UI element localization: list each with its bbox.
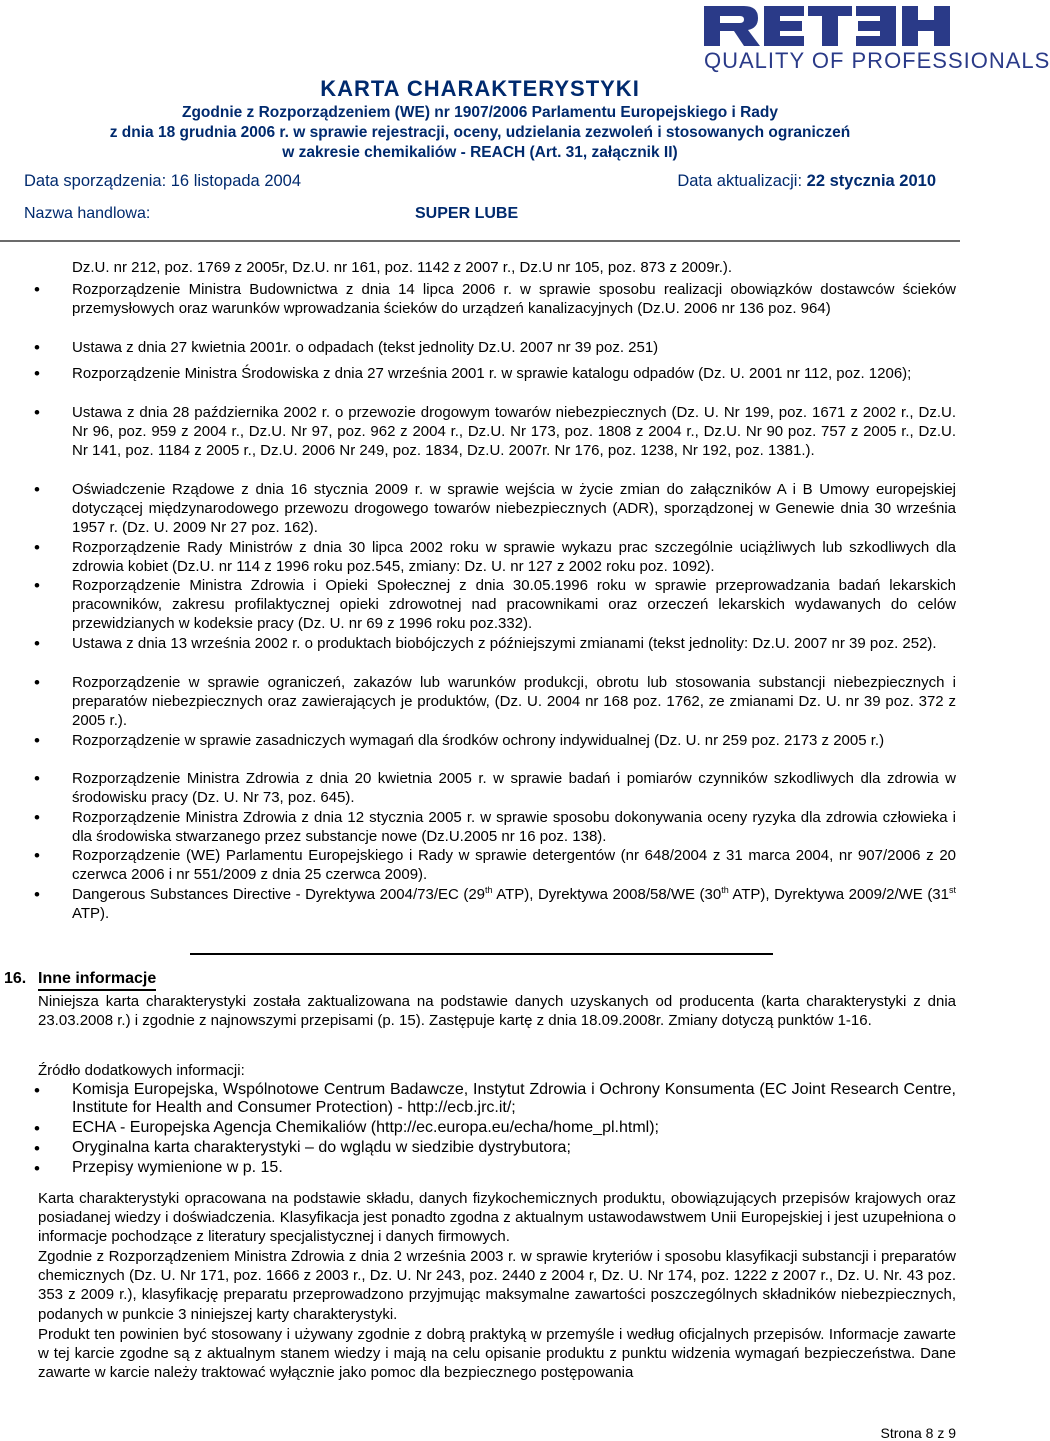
created-date: Data sporządzenia: 16 listopada 2004 xyxy=(24,172,302,190)
update-date-group xyxy=(677,172,936,191)
list-item: • Ustawa z dnia 27 kwietnia 2001r. o odpadach (tekst jednolity Dz.U. 2007 nr 39 poz. 251) xyxy=(72,338,956,357)
section-16-intro: Niniejsza karta charakterystyki została zaktualizowana na podstawie danych uzyskanych od producenta (karta charakterystyki z dnia 23.03.2008 r.) i zgodnie z najnowszymi przepisami (p. 15). Zastępuje kartę z dnia 18.09.2008r. Zmiany dotyczą punktów 1-16. xyxy=(38,993,956,1030)
section-title: Inne informacje xyxy=(38,970,157,987)
section-number: 16. xyxy=(4,970,27,987)
header-divider xyxy=(0,240,960,242)
list-item: • Rozporządzenie Ministra Budownictwa z dnia 14 lipca 2006 r. w sprawie sposobu realizacji obowiązków dostawców ścieków przemysłowych oraz warunków wprowadzania ścieków do urządzeń kanalizacyjnych (Dz.U. 2006 nr 136 poz. 964) xyxy=(72,280,956,318)
list-item: • Rozporządzenie w sprawie ograniczeń, zakazów lub warunków produkcji, obrotu lub stosowania substancji niebezpiecznych i preparatów niebezpiecznych oraz zawierających je produktów, (Dz. U. 2004 nr 168 poz. 1762, ze zmianami Dz. U. nr 39 poz. 372 z 2005 r.). xyxy=(72,673,956,731)
update-date: 22 stycznia 2010 xyxy=(806,172,936,190)
trade-name-label: Nazwa handlowa: xyxy=(24,205,151,222)
page-number: Strona 8 z 9 xyxy=(880,1425,956,1441)
list-item: • Rozporządzenie Ministra Zdrowia i Opieki Społecznej z dnia 30.05.1996 roku w sprawie przeprowadzania badań lekarskich pracowników, zakresu profilaktycznej opieki zdrowotnej nad pracownikami oraz orzeczeń lekarskich wydawanych do celów przewidzianych w kodeksie pracy (Dz. U. nr 69 z 1996 roku poz.332). xyxy=(72,576,956,634)
list-item: • Ustawa z dnia 13 września 2002 r. o produktach biobójczych z późniejszymi zmianami (tekst jednolity: Dz.U. 2007 nr 39 poz. 252). xyxy=(72,634,956,653)
list-item: • Ustawa z dnia 28 października 2002 r. o przewozie drogowym towarów niebezpiecznych (Dz. U. Nr 199, poz. 1671 z 2002 r., Dz.U. Nr 96, poz. 959 z 2004 r., Dz.U. Nr 97, poz. 962 z 2004 r., Dz.U. Nr 173, poz. 1808 z 2004 r., Dz.U. Nr 90 poz. 757 z 2005 r., Dz.U. Nr 141, poz. 1184 z 2005 r., Dz.U. 2006 Nr 249, poz. 1834, Dz.U. 2007r. Nr 176, poz. 1238, Nr 192, poz. 1381.). xyxy=(72,403,956,461)
list-item: • Rozporządzenie Rady Ministrów z dnia 30 lipca 2002 roku w sprawie wykazu prac szczególnie uciążliwych lub szkodliwych dla zdrowia kobiet (Dz.U. nr 114 z 1996 roku poz.545, zmiany: Dz. U. nr 127 z 2002 roku poz. 1092). xyxy=(72,538,956,576)
list-item: • Rozporządzenie Ministra Zdrowia z dnia 20 kwietnia 2005 r. w sprawie badań i pomiarów czynników szkodliwych dla zdrowia w środowisku pracy (Dz. U. Nr 73, poz. 645). xyxy=(72,769,956,807)
retech-logo xyxy=(668,4,1050,73)
list-item: • Przepisy wymienione w p. 15. xyxy=(72,1159,956,1177)
list-item: • ECHA - Europejska Agencja Chemikaliów (http://ec.europa.eu/echa/home_pl.html); xyxy=(72,1119,956,1137)
regulation-line-3: w zakresie chemikaliów - REACH (Art. 31, załącznik II) xyxy=(282,144,678,161)
continuation-line: Dz.U. nr 212, poz. 1769 z 2005r, Dz.U. nr 161, poz. 1142 z 2007 r., Dz.U nr 105, poz. 873 z 2009r.). xyxy=(72,259,733,276)
list-item: • Rozporządzenie Ministra Zdrowia z dnia 12 stycznia 2005 r. w sprawie sposobu dokonywania oceny ryzyka dla zdrowia człowieka i dla środowiska stwarzanego przez substancje nowe (Dz.U.2005 nr 16 poz. 138). xyxy=(72,808,956,846)
prepared-paragraph: Karta charakterystyki opracowana na podstawie składu, danych fizykochemicznych produktu, obowiązujących przepisów krajowych oraz posiadanej wiedzy i doświadczenia. Klasyfikacja jest ponadto zgodna z aktualnym ustawodawstwem Unii Europejskiej i jest uzupełniona o informacje pochodzące z literatury specjalistycznej i danych firmowych. xyxy=(38,1190,956,1246)
usage-paragraph: Produkt ten powinien być stosowany i używany zgodnie z dobrą praktyką w przemyśle i według oficjalnych przepisów. Informacje zawarte w tej karcie zgodne są z aktualnym stanem wiedzy i mają na celu opisanie produktu z punktu widzenia wymagań bezpieczeństwa. Dane zawarte w karcie należy traktować wyłącznie jako pomoc dla bezpiecznego postępowania xyxy=(38,1326,956,1382)
list-item: • Oświadczenie Rządowe z dnia 16 stycznia 2009 r. w sprawie wejścia w życie zmian do załączników A i B Umowy europejskiej dotyczącej międzynarodowego przewozu drogowego towarów niebezpiecznych (ADR), sporządzonej w Genewie dnia 30 września 1957 r. (Dz. U. 2009 Nr 27 poz. 162). xyxy=(72,480,956,538)
retech-logo-mark xyxy=(668,4,956,48)
document-header xyxy=(0,0,1050,245)
sources-label: Źródło dodatkowych informacji: xyxy=(38,1062,245,1079)
list-item: • Komisja Europejska, Wspólnotowe Centrum Badawcze, Instytut Zdrowia i Ochrony Konsumenta (EC Joint Research Centre, Institute for Health and Consumer Protection) - http://ecb.jrc.it/; xyxy=(72,1081,956,1117)
regulation-line-2: z dnia 18 grudnia 2006 r. w sprawie rejestracji, oceny, udzielania zezwoleń i stosowanych ograniczeń xyxy=(109,124,851,141)
logo-tagline: QUALITY OF PROFESSIONALS xyxy=(704,48,1050,73)
regulation-line-1: Zgodnie z Rozporządzeniem (WE) nr 1907/2006 Parlamentu Europejskiego i Rady xyxy=(181,104,779,121)
list-item: • Rozporządzenie w sprawie zasadniczych wymagań dla środków ochrony indywidualnej (Dz. U. nr 259 poz. 2173 z 2005 r.) xyxy=(72,731,956,750)
list-item: • Rozporządzenie Ministra Środowiska z dnia 27 września 2001 r. w sprawie katalogu odpadów (Dz. U. 2001 nr 112, poz. 1206); xyxy=(72,364,956,383)
trade-name: SUPER LUBE xyxy=(415,205,519,222)
classification-paragraph: Zgodnie z Rozporządzeniem Ministra Zdrowia z dnia 2 września 2003 r. w sprawie kryteriów i sposobu klasyfikacji substancji i preparatów chemicznych (Dz. U. Nr 171, poz. 1666 z 2003 r., Dz. U. Nr 243, poz. 2440 z 2004 r, Dz. U. Nr 174, poz. 1222 z 2007 r., Dz. U. Nr. 43 poz. 353 z 2009 r.), klasyfikację preparatu przeprowadzono przyjmując maksymalne zawartości poszczególnych składników niebezpiecznych, podanych w punkcie 3 niniejszej karty charakterystyki. xyxy=(38,1248,956,1323)
section-divider xyxy=(190,953,773,955)
update-label: Data aktualizacji: xyxy=(677,172,803,190)
list-item: • Rozporządzenie (WE) Parlamentu Europejskiego i Rady w sprawie detergentów (nr 648/2004 z 31 marca 2004, nr 907/2006 z 20 czerwca 2006 i nr 551/2009 z dnia 25 czerwca 2009). xyxy=(72,846,956,884)
list-item-dsd: • Dangerous Substances Directive - Dyrektywa 2004/73/EC (29th ATP), Dyrektywa 2008/58/WE (30th ATP), Dyrektywa 2009/2/WE (31st ATP). xyxy=(72,885,956,923)
list-item: • Oryginalna karta charakterystyki – do wglądu w siedzibie dystrybutora; xyxy=(72,1139,956,1157)
document-title: KARTA CHARAKTERYSTYKI xyxy=(320,76,640,101)
